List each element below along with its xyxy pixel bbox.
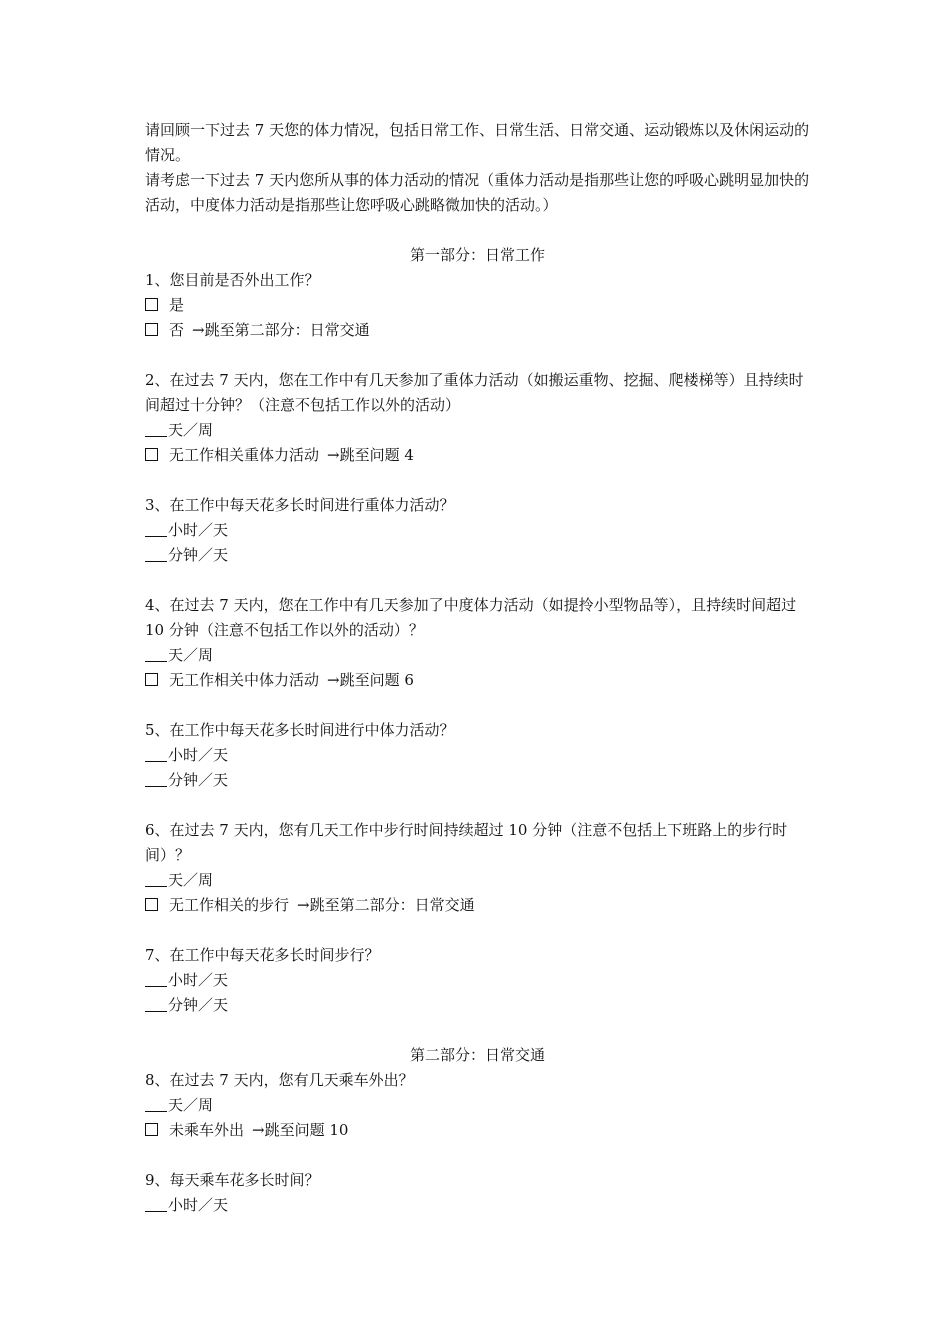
jump-instruction: →跳至问题 10: [252, 1121, 349, 1139]
q6-days-field[interactable]: 天／周: [145, 868, 810, 893]
question-1: 1、您目前是否外出工作？: [145, 271, 320, 289]
answer-blank[interactable]: [145, 521, 167, 537]
checkbox-icon[interactable]: [145, 673, 158, 686]
answer-blank[interactable]: [145, 1096, 167, 1112]
question-7: 7、在工作中每天花多长时间步行？: [145, 946, 380, 964]
q8-days-field[interactable]: 天／周: [145, 1093, 810, 1118]
checkbox-icon[interactable]: [145, 1123, 158, 1136]
q3-hours-field[interactable]: 小时／天: [145, 518, 810, 543]
q2-days-field[interactable]: 天／周: [145, 418, 810, 443]
q1-option-no[interactable]: 否 →跳至第二部分：日常交通: [145, 318, 810, 343]
q3-minutes-field[interactable]: 分钟／天: [145, 543, 810, 568]
answer-blank[interactable]: [145, 971, 167, 987]
jump-instruction: →跳至第二部分：日常交通: [192, 321, 370, 339]
jump-instruction: →跳至问题 4: [327, 446, 414, 464]
q7-hours-field[interactable]: 小时／天: [145, 968, 810, 993]
q7-minutes-field[interactable]: 分钟／天: [145, 993, 810, 1018]
question-6: 6、在过去 7 天内，您有几天工作中步行时间持续超过 10 分钟（注意不包括上下班路上的步行时间）？: [145, 821, 788, 864]
q6-option-none[interactable]: 无工作相关的步行 →跳至第二部分：日常交通: [145, 893, 810, 918]
answer-blank[interactable]: [145, 421, 167, 437]
answer-blank[interactable]: [145, 546, 167, 562]
q4-days-field[interactable]: 天／周: [145, 643, 810, 668]
intro-paragraph-1: 请回顾一下过去 7 天您的体力情况，包括日常工作、日常生活、日常交通、运动锻炼以及休闲运动的情况。: [145, 121, 810, 164]
q5-hours-field[interactable]: 小时／天: [145, 743, 810, 768]
intro-paragraph-2: 请考虑一下过去 7 天内您所从事的体力活动的情况（重体力活动是指那些让您的呼吸心跳明显加快的活动，中度体力活动是指那些让您呼吸心跳略微加快的活动。）: [145, 171, 810, 214]
question-2: 2、在过去 7 天内，您在工作中有几天参加了重体力活动（如搬运重物、挖掘、爬楼梯等）且持续时间超过十分钟？（注意不包括工作以外的活动）: [145, 371, 804, 414]
question-5: 5、在工作中每天花多长时间进行中体力活动？: [145, 721, 455, 739]
jump-instruction: →跳至第二部分：日常交通: [297, 896, 475, 914]
q9-hours-field[interactable]: 小时／天: [145, 1193, 810, 1218]
q1-option-yes[interactable]: 是: [145, 293, 810, 318]
part1-title: 第一部分：日常工作: [409, 246, 545, 264]
questionnaire-page: [145, 118, 810, 1218]
part2-title: 第二部分：日常交通: [409, 1046, 545, 1064]
answer-blank[interactable]: [145, 871, 167, 887]
jump-instruction: →跳至问题 6: [327, 671, 414, 689]
q4-option-none[interactable]: 无工作相关中体力活动 →跳至问题 6: [145, 668, 810, 693]
answer-blank[interactable]: [145, 646, 167, 662]
question-9: 9、每天乘车花多长时间？: [145, 1171, 320, 1189]
checkbox-icon[interactable]: [145, 323, 158, 336]
question-3: 3、在工作中每天花多长时间进行重体力活动？: [145, 496, 455, 514]
answer-blank[interactable]: [145, 771, 167, 787]
q8-option-none[interactable]: 未乘车外出 →跳至问题 10: [145, 1118, 810, 1143]
checkbox-icon[interactable]: [145, 448, 158, 461]
answer-blank[interactable]: [145, 746, 167, 762]
answer-blank[interactable]: [145, 996, 167, 1012]
q5-minutes-field[interactable]: 分钟／天: [145, 768, 810, 793]
checkbox-icon[interactable]: [145, 898, 158, 911]
checkbox-icon[interactable]: [145, 298, 158, 311]
answer-blank[interactable]: [145, 1196, 167, 1212]
q2-option-none[interactable]: 无工作相关重体力活动 →跳至问题 4: [145, 443, 810, 468]
question-4: 4、在过去 7 天内，您在工作中有几天参加了中度体力活动（如提拎小型物品等），且持续时间超过 10 分钟（注意不包括工作以外的活动）？: [145, 596, 797, 639]
question-8: 8、在过去 7 天内，您有几天乘车外出？: [145, 1071, 414, 1089]
